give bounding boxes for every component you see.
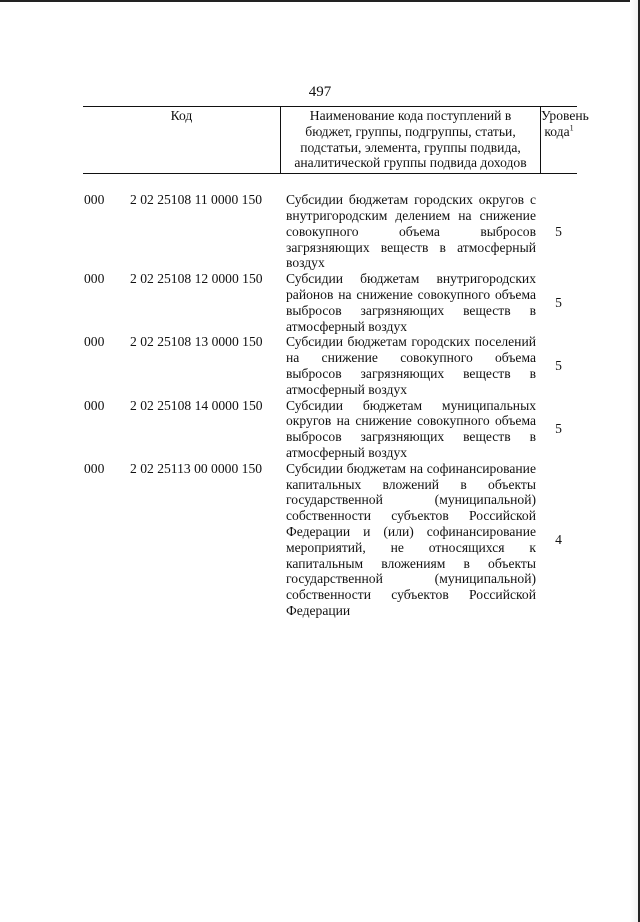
table-row	[83, 461, 577, 619]
table-row	[83, 271, 577, 334]
page-number: 497	[308, 84, 332, 100]
row-name: Субсидии бюджетам на софинансирование капитальных вложений в объекты государственной (муниципальной) собственности субъектов Российской Федерации и (или) софинансирование мероприятий, не относящихся к капитальным вложениям в объекты государственной (муниципальной) собственности субъектов Российской Федерации	[286, 460, 536, 618]
scan-border-top	[0, 0, 640, 2]
table-row	[83, 192, 577, 271]
row-name: Субсидии бюджетам городских округов с внутригородским делением на снижение совокупного объема выбросов загрязняющих веществ в атмосферный воздух	[286, 192, 536, 271]
row-code: 2 02 25108 11 0000 150	[130, 192, 263, 208]
row-level: 4	[555, 531, 562, 547]
page-edge-shadow	[630, 0, 638, 922]
row-code-prefix: 000	[84, 397, 105, 413]
row-level: 5	[555, 421, 562, 437]
header-name: Наименование кода поступлений в бюджет, группы, подгруппы, статьи, подстатьи, элемента, группы подвида, аналитической группы подвида доходов	[280, 107, 540, 173]
row-code-prefix: 000	[84, 271, 105, 287]
header-code: Код	[170, 108, 193, 123]
row-code: 2 02 25108 13 0000 150	[130, 334, 263, 350]
row-code-prefix: 000	[84, 460, 105, 476]
row-name: Субсидии бюджетам городских поселений на снижение совокупного объема выбросов загрязняющих веществ в атмосферный воздух	[286, 334, 536, 397]
row-level: 5	[555, 358, 562, 374]
header-level	[540, 107, 589, 173]
header-level-footnote: 1	[569, 123, 574, 133]
row-code: 2 02 25108 12 0000 150	[130, 271, 263, 287]
row-name: Субсидии бюджетам внутригородских районов на снижение совокупного объема выбросов загрязняющих веществ в атмосферный воздух	[286, 271, 536, 334]
row-code: 2 02 25113 00 0000 150	[130, 460, 263, 476]
row-level: 5	[555, 223, 562, 239]
table-header	[83, 106, 589, 174]
revenue-codes-table	[83, 106, 589, 619]
row-name: Субсидии бюджетам муниципальных округов на снижение совокупного объема выбросов загрязняющих веществ в атмосферный воздух	[286, 397, 536, 460]
row-level: 5	[555, 294, 562, 310]
table-row	[83, 334, 577, 397]
table-row	[83, 398, 577, 461]
row-code-prefix: 000	[84, 334, 105, 350]
table-body	[83, 192, 577, 619]
header-level-label: Уровень кода	[541, 108, 589, 139]
row-code-prefix: 000	[84, 192, 105, 208]
row-code: 2 02 25108 14 0000 150	[130, 397, 263, 413]
